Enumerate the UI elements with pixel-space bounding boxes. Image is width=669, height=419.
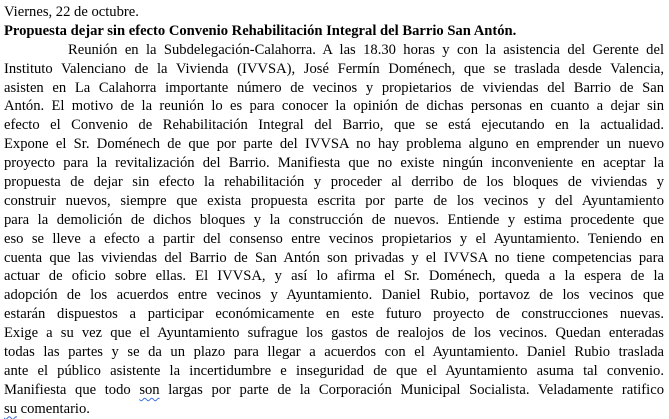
paragraph-line: todas las partes y se da un plazo para llegar a acuerdos con el Ayuntamiento. Daniel Rubio traslada	[4, 344, 664, 361]
paragraph-text: largas por parte de la Corporación Municipal Socialista. Veladamente ratifico	[159, 381, 664, 398]
paragraph-line: Expone el Sr. Doménech de que por parte del IVVSA no hay problema alguno en emprender un nuevo	[4, 136, 664, 153]
paragraph-line	[4, 381, 664, 400]
paragraph-line: proyecto para la revitalización del Barrio. Manifiesta que no existe ningún inconveniente en aceptar la	[4, 155, 664, 172]
paragraph-text: Manifiesta que todo	[4, 381, 140, 398]
paragraph-line: adopción de los acuerdos entre vecinos y Ayuntamiento. Daniel Rubio, portavoz de los vecinos que	[4, 287, 664, 304]
paragraph-text: comentario.	[16, 400, 90, 417]
paragraph-line: Reunión en la Subdelegación-Calahorra. A las 18.30 horas y con la asistencia del Gerente del	[68, 41, 664, 58]
paragraph-line: eso se lleve a efecto a partir del consenso entre vecinos propietarios y el Ayuntamiento. Teniendo en	[4, 230, 664, 247]
paragraph-line: Exige a su vez que el Ayuntamiento sufrague los gastos de realojos de los vecinos. Quedan enteradas	[4, 325, 664, 342]
paragraph-line	[4, 400, 664, 419]
paragraph-line: ante el público asistente la incertidumbre e inseguridad de que el Ayuntamiento asuma tal convenio.	[4, 362, 664, 379]
spellcheck-flagged-word[interactable]: son	[139, 381, 160, 398]
paragraph-line: efecto el Convenio de Rehabilitación Integral del Barrio, que se está ejecutando en la actualidad.	[4, 117, 664, 134]
document-body	[4, 3, 664, 419]
paragraph-line: estarán dispuestos a participar económicamente en este futuro proyecto de construcciones nuevas.	[4, 306, 664, 323]
date-line: Viernes, 22 de octubre.	[4, 4, 139, 20]
paragraph-line: para la demolición de dichos bloques y la construcción de nuevos. Entiende y estima procedente que	[4, 211, 664, 228]
paragraph-line: Antón. El motivo de la reunión lo es para conocer la opinión de dichas personas en cuanto a dejar sin	[4, 98, 664, 115]
document-title: Propuesta dejar sin efecto Convenio Rehabilitación Integral del Barrio San Antón.	[4, 22, 517, 39]
paragraph-line: asisten en La Calahorra importante número de vecinos y propietarios de viviendas del Barrio de San	[4, 79, 664, 96]
paragraph-line: propuesta de dejar sin efecto la rehabilitación y proceder al derribo de los bloques de viviendas y	[4, 174, 664, 191]
paragraph-line: Instituto Valenciano de la Vivienda (IVVSA), José Fermín Doménech, que se traslada desde Valencia,	[4, 60, 664, 77]
spellcheck-flagged-word[interactable]: su	[4, 400, 17, 417]
paragraph-line: construir nuevos, siempre que exista propuesta escrita por parte de los vecinos y del Ayuntamiento	[4, 192, 664, 209]
paragraph-line: actuar de oficio sobre ellas. El IVVSA, y así lo afirma el Sr. Doménech, queda a la espera de la	[4, 268, 664, 285]
paragraph-line: cuenta que las viviendas del Barrio de San Antón son privadas y el IVVSA no tiene competencias para	[4, 249, 664, 266]
